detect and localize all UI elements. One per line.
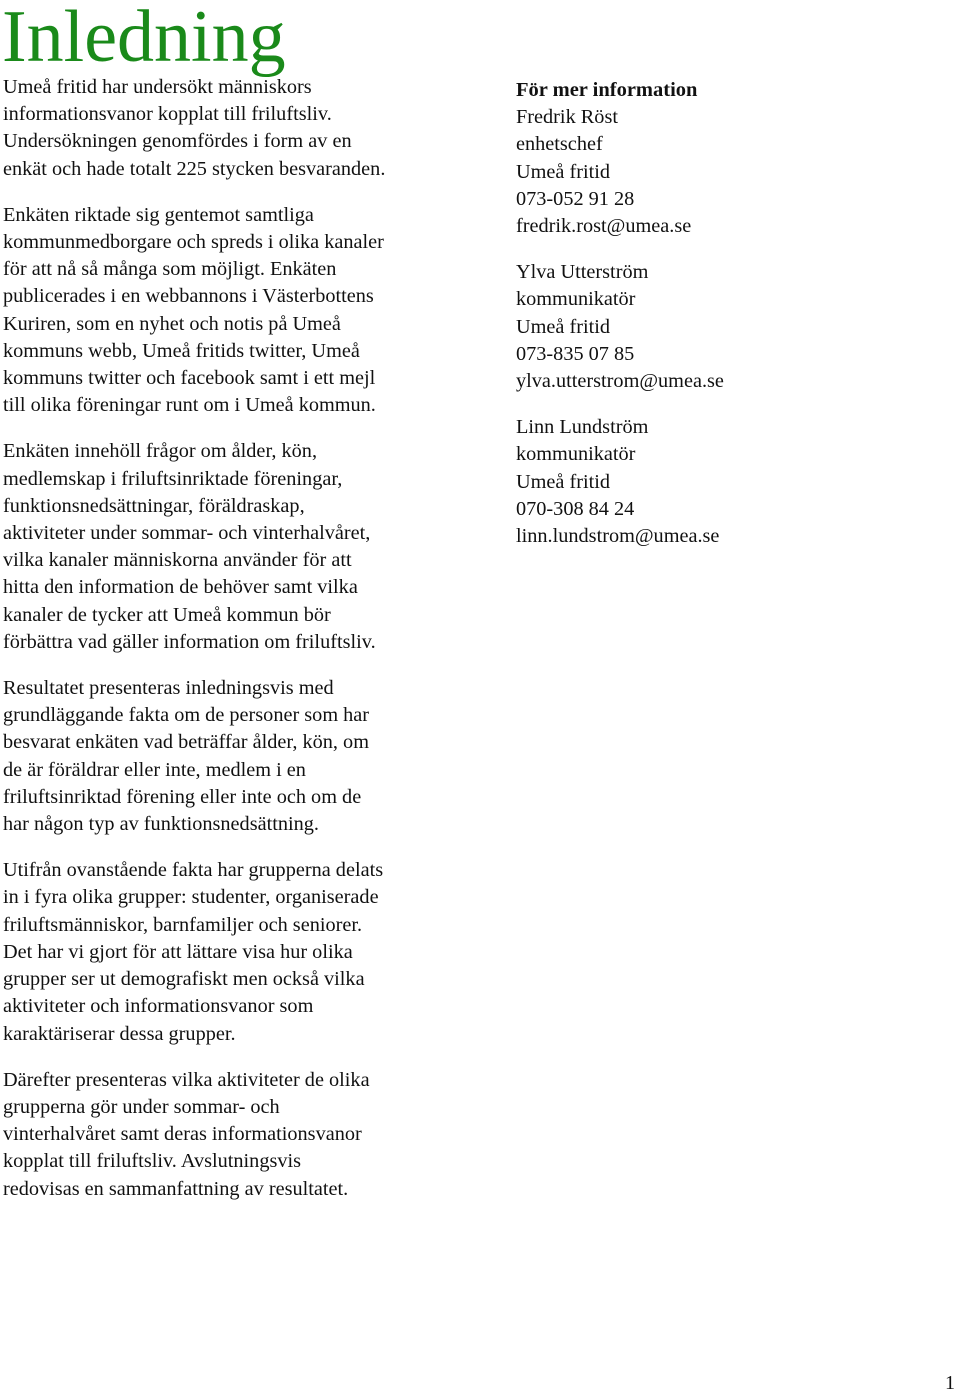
sidebar-heading: För mer information	[516, 79, 698, 101]
text-line: förbättra vad gäller information om friluftsliv.	[3, 630, 376, 653]
text-line: Utifrån ovanstående fakta har grupperna delats	[3, 859, 384, 882]
text-line: Resultatet presenteras inledningsvis med	[3, 677, 334, 700]
text-line: kommuns webb, Umeå fritids twitter, Umeå	[3, 339, 360, 362]
text-line: medlemskap i friluftsinriktade föreningar,	[3, 467, 343, 490]
contact-card	[516, 259, 936, 395]
text-line: Enkäten riktade sig gentemot samtliga	[3, 203, 314, 226]
text-line: kanaler de tycker att Umeå kommun bör	[3, 603, 331, 626]
text-line: Kuriren, som en nyhet och notis på Umeå	[3, 312, 341, 335]
contact-phone: 073-052 91 28	[516, 187, 635, 210]
paragraph-results	[3, 675, 461, 838]
text-line: de är föräldrar eller inte, medlem i en	[3, 758, 306, 781]
contact-role: enhetschef	[516, 133, 603, 156]
text-line: informationsvanor kopplat till friluftsliv.	[3, 103, 332, 126]
contact-org: Umeå fritid	[516, 470, 611, 493]
contact-email: fredrik.rost@umea.se	[516, 215, 692, 238]
contact-phone: 073-835 07 85	[516, 342, 635, 365]
text-line: karaktäriserar dessa grupper.	[3, 1022, 236, 1045]
text-line: vinterhalvåret samt deras informationsvanor	[3, 1123, 362, 1146]
page-number: 1	[945, 1372, 955, 1394]
contact-card	[516, 414, 936, 550]
text-line: aktiviteter under sommar- och vinterhalvåret,	[3, 522, 371, 545]
text-line: friluftsinriktad förening eller inte och om de	[3, 785, 362, 808]
paragraph-summary	[3, 1067, 461, 1203]
text-line: friluftsmänniskor, barnfamiljer och seniorer.	[3, 913, 363, 936]
contact-org: Umeå fritid	[516, 160, 611, 183]
text-line: enkät och hade totalt 225 stycken besvaranden.	[3, 157, 386, 180]
contact-name: Linn Lundström	[516, 416, 649, 439]
text-line: grupperna gör under sommar- och	[3, 1095, 280, 1118]
contact-phone: 070-308 84 24	[516, 497, 635, 520]
text-line: kopplat till friluftsliv. Avslutningsvis	[3, 1150, 302, 1173]
text-line: grupper ser ut demografiskt men också vilka	[3, 968, 365, 991]
paragraph-questions	[3, 438, 461, 656]
paragraph-groups	[3, 857, 461, 1047]
text-line: Undersökningen genomfördes i form av en	[3, 130, 352, 153]
text-line: Umeå fritid har undersökt människors	[3, 76, 312, 98]
text-line: Därefter presenteras vilka aktiviteter de olika	[3, 1068, 370, 1091]
text-line: vilka kanaler människorna använder för att	[3, 549, 352, 572]
contact-org: Umeå fritid	[516, 315, 611, 338]
text-line: kommunmedborgare och spreds i olika kanaler	[3, 231, 384, 254]
contact-email: linn.lundstrom@umea.se	[516, 525, 720, 548]
contact-card	[516, 104, 936, 240]
text-line: kommuns twitter och facebook samt i ett mejl	[3, 367, 376, 390]
page-title: Inledning	[2, 0, 286, 78]
contact-name: Fredrik Röst	[516, 106, 618, 129]
contact-role: kommunikatör	[516, 288, 636, 311]
text-line: till olika föreningar runt om i Umeå kommun.	[3, 394, 376, 417]
contact-role: kommunikatör	[516, 443, 636, 466]
contact-email: ylva.utterstrom@umea.se	[516, 370, 724, 393]
text-line: grundläggande fakta om de personer som har	[3, 704, 370, 727]
text-line: in i fyra olika grupper: studenter, organiserade	[3, 886, 379, 909]
text-line: aktiviteter och informationsvanor som	[3, 995, 314, 1018]
text-line: Enkäten innehöll frågor om ålder, kön,	[3, 440, 318, 463]
paragraph-intro	[3, 74, 461, 183]
text-line: hitta den information de behöver samt vilka	[3, 576, 358, 599]
contact-sidebar	[516, 77, 936, 569]
text-line: Det har vi gjort för att lättare visa hur olika	[3, 940, 353, 963]
paragraph-distribution	[3, 202, 461, 420]
main-text-column	[3, 74, 461, 1222]
contact-name: Ylva Utterström	[516, 261, 649, 284]
text-line: redovisas en sammanfattning av resultatet.	[3, 1177, 349, 1200]
text-line: besvarat enkäten vad beträffar ålder, kön, om	[3, 731, 369, 754]
text-line: har någon typ av funktionsnedsättning.	[3, 813, 319, 836]
text-line: funktionsnedsättningar, föräldraskap,	[3, 494, 305, 517]
text-line: publicerades i en webbannons i Västerbottens	[3, 285, 374, 308]
text-line: för att nå så många som möjligt. Enkäten	[3, 258, 337, 281]
